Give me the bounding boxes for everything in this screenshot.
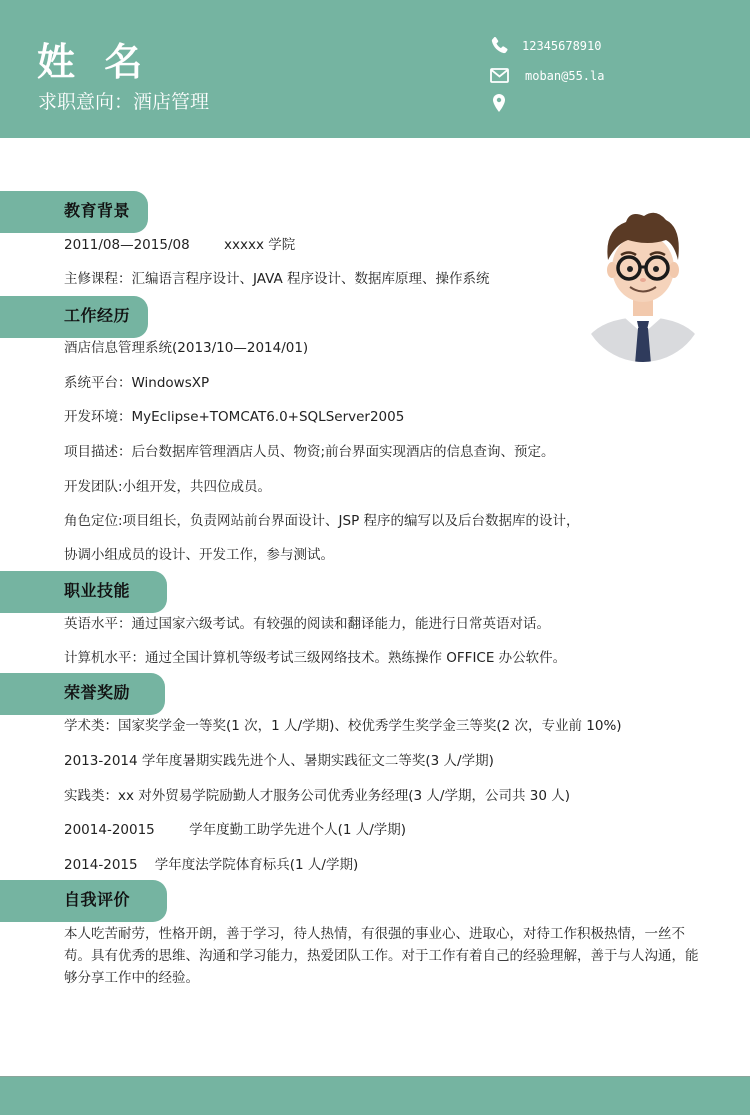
header-banner <box>0 0 750 138</box>
education-period: 2011/08—2015/08 xxxxx 学院 <box>64 237 296 253</box>
section-title: 教育背景 <box>64 201 131 220</box>
honor-item: 2014-2015 学年度法学院体育标兵(1 人/学期) <box>64 857 359 873</box>
section-heading-education <box>0 191 148 233</box>
phone-icon <box>488 34 512 58</box>
work-role: 角色定位:项目组长，负责网站前台界面设计、JSP 程序的编写以及后台数据库的设计， <box>64 513 580 529</box>
honor-item: 实践类：xx 对外贸易学院励勤人才服务公司优秀业务经理(3 人/学期，公司共 30 人) <box>64 788 570 804</box>
honor-item: 学术类：国家奖学金一等奖(1 次，1 人/学期)、校优秀学生奖学金三等奖(2 次，专业前 10%) <box>64 718 622 734</box>
section-heading-self-eval <box>0 880 167 922</box>
education-courses: 主修课程：汇编语言程序设计、JAVA 程序设计、数据库原理、操作系统 <box>64 271 490 287</box>
cartoon-avatar-icon <box>578 200 708 370</box>
self-eval-text: 本人吃苦耐劳，性格开朗，善于学习，待人热情，有很强的事业心、进取心，对待工作积极热情，一丝不苟。具有优秀的思维、沟通和学习能力，热爱团队工作。对于工作有着自己的经验理解，善于与人沟通，能够分享工作中的经验。 <box>64 926 699 986</box>
work-description: 项目描述：后台数据库管理酒店人员、物资;前台界面实现酒店的信息查询、预定。 <box>64 444 555 460</box>
work-environment: 开发环境：MyEclipse+TOMCAT6.0+SQLServer2005 <box>64 409 405 425</box>
work-team: 开发团队:小组开发，共四位成员。 <box>64 479 272 495</box>
contact-location <box>488 92 728 116</box>
candidate-name: 姓 名 <box>37 40 151 84</box>
mail-icon <box>488 64 512 88</box>
section-title: 职业技能 <box>64 581 131 600</box>
honor-item: 20014-20015 学年度勤工助学先进个人(1 人/学期) <box>64 822 407 838</box>
section-title: 工作经历 <box>64 306 131 325</box>
footer-bar <box>0 1076 750 1115</box>
skill-computer: 计算机水平：通过全国计算机等级考试三级网络技术。熟练操作 OFFICE 办公软件。 <box>64 650 567 666</box>
work-role-cont: 协调小组成员的设计、开发工作，参与测试。 <box>64 547 334 563</box>
section-heading-work <box>0 296 148 338</box>
email-address: moban@55.la <box>525 69 605 83</box>
skill-english: 英语水平：通过国家六级考试。有较强的阅读和翻译能力，能进行日常英语对话。 <box>64 616 550 632</box>
section-title: 自我评价 <box>64 890 131 909</box>
section-heading-honors <box>0 673 165 715</box>
job-intent: 求职意向：酒店管理 <box>38 91 210 113</box>
section-title: 荣誉奖励 <box>64 683 131 702</box>
work-project: 酒店信息管理系统(2013/10—2014/01) <box>64 340 309 356</box>
phone-number: 12345678910 <box>522 39 602 53</box>
contact-phone <box>488 34 728 58</box>
location-pin-icon <box>488 92 512 116</box>
section-heading-skills <box>0 571 167 613</box>
honor-item: 2013-2014 学年度暑期实践先进个人、暑期实践征文二等奖(3 人/学期) <box>64 753 494 769</box>
contact-email <box>488 64 728 88</box>
work-platform: 系统平台：WindowsXP <box>64 375 210 391</box>
